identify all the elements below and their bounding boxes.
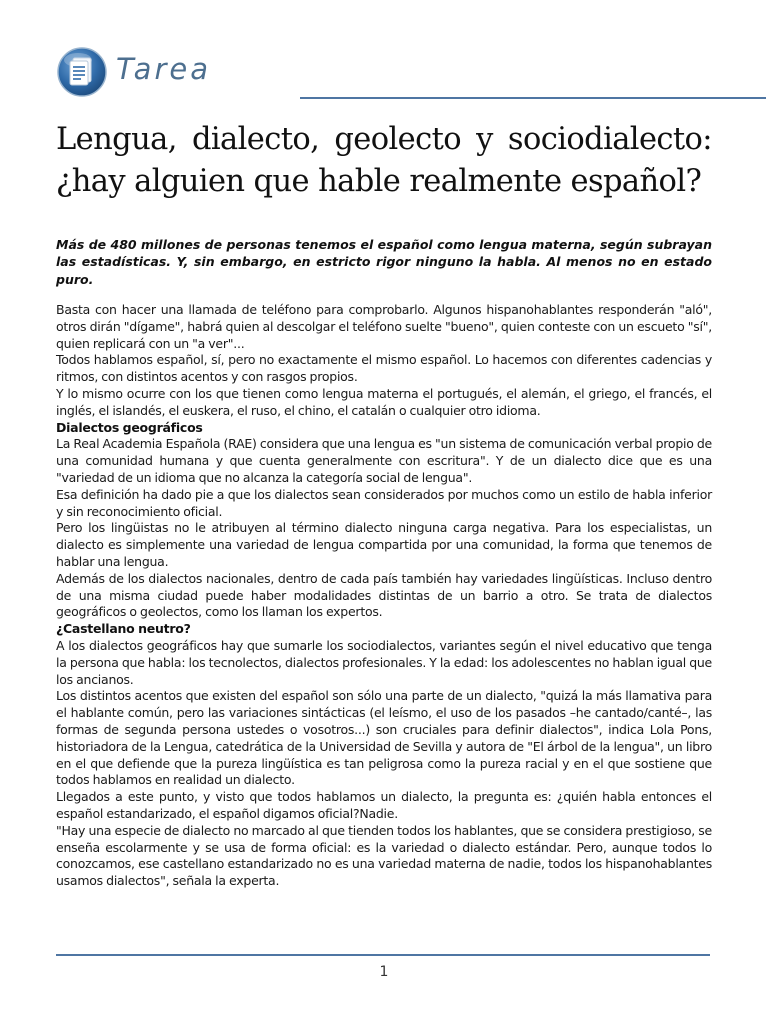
page-number: 1 <box>379 964 389 980</box>
paragraph: Y lo mismo ocurre con los que tienen como lengua materna el portugués, el alemán, el griego, el francés, el inglés, el islandés, el euskera, el ruso, el chino, el catalán o cualquier otro idioma. <box>56 385 712 418</box>
brand-title: Tarea <box>116 52 211 86</box>
section-heading: ¿Castellano neutro? <box>56 621 191 637</box>
paragraph: Además de los dialectos nacionales, dentro de cada país también hay variedades lingüísticas. Incluso dentro de una misma ciudad puede haber modalidades distintas de un barrio a otro. Se trata de dialectos geográficos o geolectos, como los llaman los expertos. <box>56 570 712 620</box>
paragraph: Esa definición ha dado pie a que los dialectos sean considerados por muchos como un estilo de habla inferior y sin reconocimiento oficial. <box>56 486 712 519</box>
paragraph: A los dialectos geográficos hay que sumarle los sociodialectos, variantes según el nivel educativo que tenga la persona que habla: los tecnolectos, dialectos profesionales. Y la edad: los adolescentes no hablan igual que los ancianos. <box>56 637 712 687</box>
footer-divider <box>56 954 710 956</box>
article-lead: Más de 480 millones de personas tenemos el español como lengua materna, según subrayan las estadísticas. Y, sin embargo, en estricto rigor ninguno la habla. Al menos no en estado puro. <box>56 237 712 287</box>
section-heading: Dialectos geográficos <box>56 419 203 435</box>
paragraph: Todos hablamos español, sí, pero no exactamente el mismo español. Lo hacemos con diferentes cadencias y ritmos, con distintos acentos y con rasgos propios. <box>56 352 712 385</box>
paragraph: Pero los lingüistas no le atribuyen al término dialecto ninguna carga negativa. Para los especialistas, un dialecto es simplemente una variedad de lengua compartida por una comunidad, la forma que tenemos de hablar una lengua. <box>56 520 712 569</box>
paragraph: "Hay una especie de dialecto no marcado al que tienden todos los hablantes, que se considera prestigioso, se enseña escolarmente y se usa de forma oficial: es la variedad o dialecto estándar. Pero, aunque todos lo conozcamos, ese castellano estandarizado no es una variedad materna de nadie, todos los hispanohablantes usamos dialectos", señala la experta. <box>56 822 712 889</box>
article-body <box>56 302 712 890</box>
page-header <box>56 42 716 102</box>
paragraph: Llegados a este punto, y visto que todos hablamos un dialecto, la pregunta es: ¿quién habla entonces el español estandarizado, el español digamos oficial?Nadie. <box>56 789 712 821</box>
document-circle-icon <box>56 44 112 100</box>
article-title-line-2: ¿hay alguien que hable realmente español? <box>56 164 702 199</box>
article-title <box>56 119 712 203</box>
article-title-line-1: Lengua, dialecto, geolecto y sociodialecto: <box>56 122 712 157</box>
header-divider <box>300 97 766 99</box>
paragraph: Basta con hacer una llamada de teléfono para comprobarlo. Algunos hispanohablantes responderán "aló", otros dirán "dígame", habrá quien al descolgar el teléfono suelte "bueno", quien conteste con un escueto "sí", quien replicará con un "a ver"... <box>56 302 712 351</box>
paragraph: Los distintos acentos que existen del español son sólo una parte de un dialecto, "quizá la más llamativa para el hablante común, pero las variaciones sintácticas (el leísmo, el uso de los pasados –he cantado/canté–, las formas de segunda persona ustedes o vosotros...) son cruciales para definir dialectos", indica Lola Pons, historiadora de la Lengua, catedrática de la Universidad de Sevilla y autora de "El árbol de la lengua", un libro en el que defiende que la pureza lingüística es tan peligrosa como la pureza racial y en el que sostiene que todos hablamos en realidad un dialecto. <box>56 688 712 788</box>
paragraph: La Real Academia Española (RAE) considera que una lengua es "un sistema de comunicación verbal propio de una comunidad humana y que cuenta generalmente con escritura". Y de un dialecto dice que es una "variedad de un idioma que no alcanza la categoría social de lengua". <box>56 436 712 485</box>
